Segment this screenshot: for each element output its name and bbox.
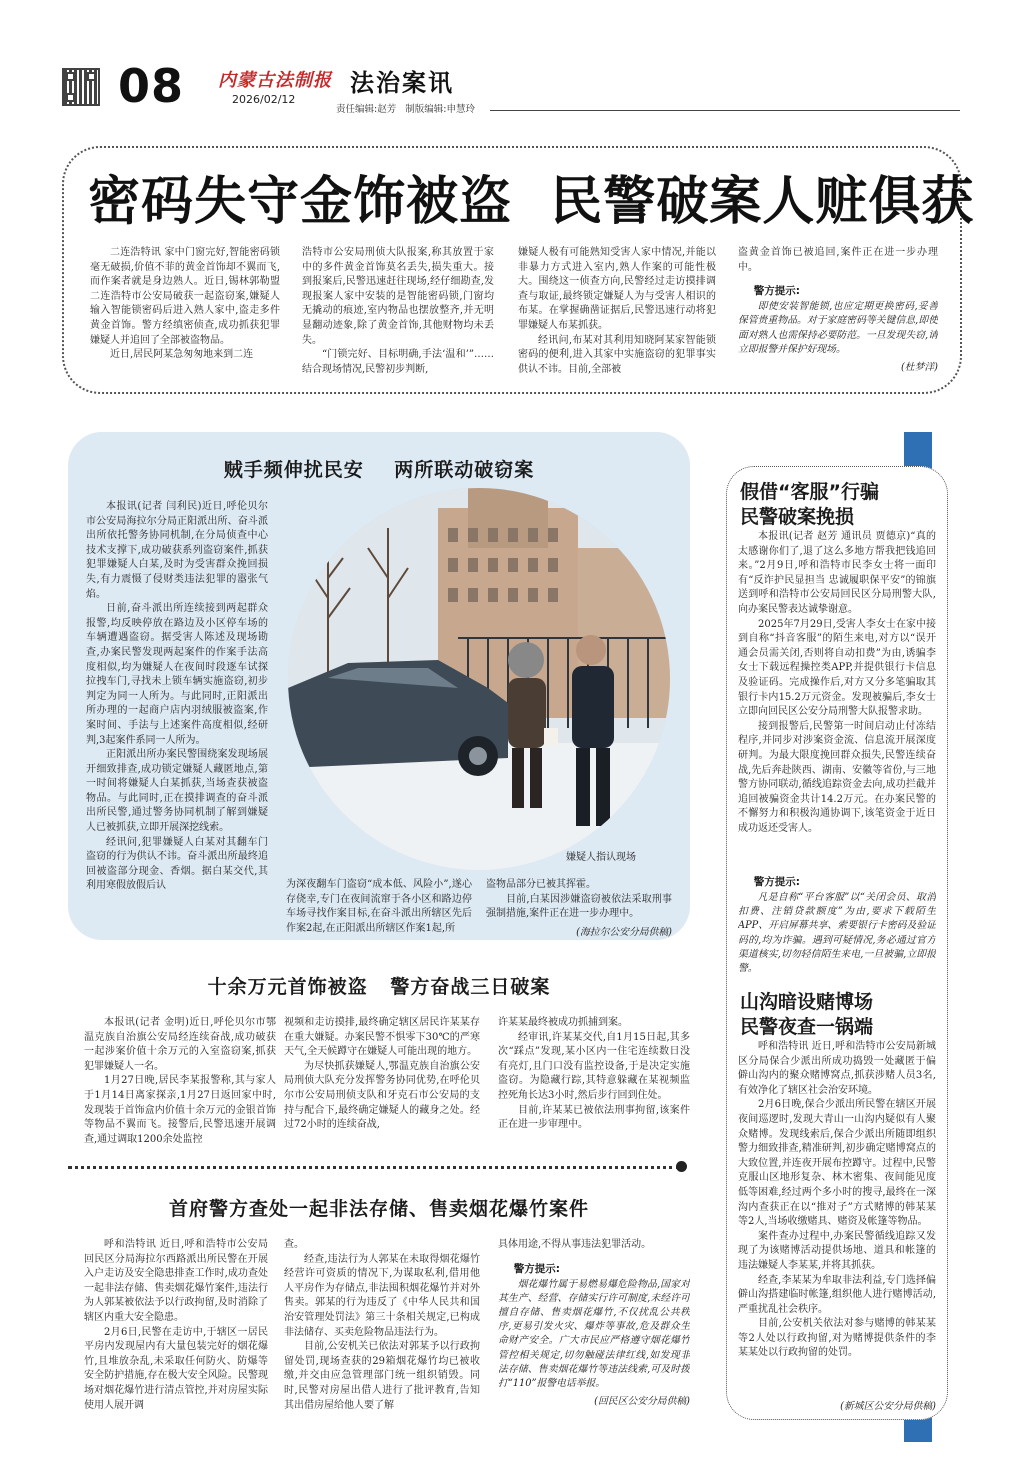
jewelry-col-2 (284, 1016, 480, 1158)
burglary-credit: (海拉尔公安分局供稿) (576, 927, 672, 938)
jewelry-title: 十余万元首饰被盗 警方奋战三日破案 (207, 976, 551, 998)
page-number: 08 (118, 59, 185, 113)
jewelry-para: 视频和走访摸排,最终确定辖区居民许某某存在重大嫌疑。办案民警不惧零下30℃的严寒天气,全天候蹲守在嫌疑人可能出现的地方。 (284, 1017, 480, 1058)
burglary-title: 贼手频伸扰民安 两所联动破窃案 (223, 459, 535, 481)
burglary-para: 为深夜翻车门盗窃“成本低、风险小”,遂心存侥幸,专门在夜间流窜于各小区和路边停车场寻找作案目标,在奋斗派出所辖区先后作案2起,在正阳派出所辖区作案1起,所 (286, 879, 472, 934)
editor-credits: 责任编辑:赵芳 制版编辑:申慧玲 (336, 104, 475, 115)
fireworks-col-2 (284, 1238, 480, 1464)
headline-para: 嫌疑人极有可能熟知受害人家中情况,并能以非暴力方式进入室内,熟人作案的可能性极大。围绕这一侦查方向,民警经过走访摸排调查与取证,最终锁定嫌疑人为与受害人相识的布某。在掌握确凿证据后,民警迅速行动将犯罪嫌疑人布某抓获。 (518, 247, 716, 331)
issue-date: 2026/02/12 (232, 93, 296, 106)
scene-illustration (288, 488, 670, 870)
headline-para: 浩特市公安局刑侦大队报案,称其放置于家中的多件黄金首饰莫名丢失,损失重大。接到报案后,民警迅速赶往现场,经仔细勘查,发现报案人家中安装的是智能密码锁,门窗均无撬动的痕迹,室内物品也摆放整齐,并无明显翻动迹象,除了黄金首饰,其他财物均未丢失。 (302, 247, 494, 346)
scam-body (738, 530, 936, 874)
gambling-para: 呼和浩特讯 近日,呼和浩特市公安局新城区分局保合少派出所成功捣毁一处藏匿于偏僻山沟内的聚众赌博窝点,抓获涉赌人员3名,有效净化了辖区社会治安环境。 (738, 1041, 936, 1096)
fireworks-title: 首府警方查处一起非法存储、售卖烟花爆竹案件 (168, 1198, 589, 1220)
headline-col-1 (90, 246, 280, 378)
burglary-para: 经讯问,犯罪嫌疑人白某对其翻车门盗窃的行为供认不讳。奋斗派出所最终追回被盗部分现金、香烟。据白某交代,其利用寒假放假后认 (86, 836, 268, 892)
headline-para: 近日,居民阿某急匆匆地来到二连 (110, 349, 254, 361)
headline-col-2 (302, 246, 494, 378)
burglary-para: 日前,奋斗派出所连续接到两起群众报警,均反映停放在路边及小区停车场的车辆遭遇盗窃。据受害人陈述及现场勘查,办案民警发现两起案件的作案手法高度相似,均为嫌疑人在夜间时段逐车试探拉拽车门,寻找未上锁车辆实施盗窃,初步判定为同一人所为。与此同时,正阳派出所办理的一起商户店内羽绒服被盗案,作案时间、手法与上述案件高度相似,经研判,3起案件系同一人所为。 (86, 603, 268, 746)
jewelry-col-1 (84, 1016, 276, 1158)
scam-para: 2025年7月29日,受害人李女士在家中接到自称“抖音客服”的陌生来电,对方以“误开通会员需关闭,否则将自动扣费”为由,诱骗李女士下载远程操控类APP,并提供银行卡信息及验证码。完成操作后,对方又分多笔骗取其银行卡内15.2万元资金。发现被骗后,李女士立即向回民区公安分局刑警大队报警求助。 (738, 618, 936, 718)
section-divider (68, 1166, 680, 1169)
gambling-para: 经查,李某某为牟取非法利益,专门选择偏僻山沟搭建临时帐篷,组织他人进行赌博活动,严重扰乱社会秩序。 (738, 1274, 936, 1315)
fireworks-col-3 (498, 1238, 690, 1464)
burglary-para: 盗物品部分已被其挥霍。 (486, 879, 596, 890)
fireworks-para: 呼和浩特讯 近日,呼和浩特市公安局回民区分局海拉尔西路派出所民警在开展入户走访及安全隐患排查工作时,成功查处一起非法存储、售卖烟花爆竹案件,违法行为人郭某被依法予以行政拘留,及时消除了辖区内重大安全隐患。 (84, 1239, 268, 1323)
police-tip-text: 即使安装智能锁,也应定期更换密码,妥善保管贵重物品。对于家庭密码等关键信息,即使面对熟人也需保持必要防范。一旦发现失窃,请立即报警并保护好现场。 (738, 301, 938, 355)
police-tip-title: 警方提示: (513, 1262, 560, 1275)
burglary-para: 本报讯(记者 闫利民)近日,呼伦贝尔市公安局海拉尔分局正阳派出所、奋斗派出所依托警务协同机制,在分局侦查中心技术支撑下,成功破获系列盗窃案件,抓获犯罪嫌疑人白某,及时为受害群众挽回损失,有力震慑了侵财类违法犯罪的嚣张气焰。 (86, 501, 268, 600)
headline-col-3 (518, 246, 716, 378)
scam-para: 本报讯(记者 赵芳 通讯员 贾德京)“真的太感谢你们了,退了这么多地方帮我把钱追回来。”2月9日,呼和浩特市民李女士将一面印有“反诈护民显担当 忠诚履职保平安”的锦旗送到呼和浩特市公安局回民区分局刑警大队,向办案民警表达诚挚谢意。 (738, 531, 936, 615)
fireworks-credit: (回民区公安分局供稿) (594, 1396, 690, 1408)
headline-para: “门锁完好、目标明确,手法‘温和’”……结合现场情况,民警初步判断, (302, 349, 494, 375)
jewelry-para: 许某某最终被成功抓捕到案。 (498, 1017, 628, 1028)
jewelry-para: 为尽快抓获嫌疑人,鄂温克族自治旗公安局刑侦大队充分发挥警务协同优势,在呼伦贝尔市公安局刑侦支队和牙克石市公安局的支持与配合下,最终确定嫌疑人的藏身之处。经过72小时的连续奋战, (284, 1060, 480, 1131)
headline-para: 经讯问,布某对其利用知晓阿某家智能锁密码的便利,进入其家中实施盗窃的犯罪事实供认不讳。目前,全部被 (518, 334, 716, 375)
paper-logo: 内蒙古法制报 (218, 70, 332, 91)
jewelry-para: 经审讯,许某某交代,自1月15日起,其多次“踩点”发现,某小区内一住宅连续数日没有亮灯,且门口没有监控设备,于是决定实施盗窃。为隐藏行踪,其特意躲藏在某视频监控死角长达3小时,然后步行回到住处。 (498, 1031, 690, 1101)
burglary-para: 正阳派出所办案民警围绕案发现场展开细致排查,成功锁定嫌疑人藏匿地点,第一时间将嫌疑人白某抓获,当场查获被盗物品。与此同时,正在摸排调查的奋斗派出所民警,通过警务协同机制了解到嫌疑人已被抓获,立即开展深挖线索。 (86, 749, 268, 834)
scam-title: 假借“客服”行骗 民警破案挽损 (740, 481, 879, 528)
police-tip-text: 烟花爆竹属于易燃易爆危险物品,国家对其生产、经营、存储实行许可制度,未经许可擅自存储、售卖烟花爆竹,不仅扰乱公共秩序,更易引发火灾、爆炸等事故,危及群众生命财产安全。广大市民应严格遵守烟花爆竹管控相关规定,切勿触碰法律红线,如发现非法存储、售卖烟花爆竹等违法线索,可及时拨打“110”报警电话举报。 (498, 1278, 690, 1390)
fireworks-col-1 (84, 1238, 268, 1464)
burglary-col-1 (86, 500, 268, 932)
jewelry-para: 本报讯(记者 金明)近日,呼伦贝尔市鄂温克族自治旗公安局经连续奋战,成功破获一起涉案价值十余万元的入室盗窃案,抓获犯罪嫌疑人一名。 (84, 1017, 276, 1072)
fireworks-para: 查。 (284, 1239, 304, 1250)
main-headline: 密码失守金饰被盗 民警破案人赃俱获 (88, 171, 975, 232)
police-tip-title: 警方提示: (753, 285, 800, 298)
headline-col-4 (738, 246, 938, 381)
fireworks-para: 具体用途,不得从事违法犯罪活动。 (498, 1239, 652, 1250)
section-title: 法治案讯 (350, 68, 454, 97)
gambling-para: 案件查办过程中,办案民警循线追踪又发现了为该赌博活动提供场地、道具和帐篷的违法嫌疑人李某某,并将其抓获。 (738, 1230, 936, 1271)
headline-para: 盗黄金首饰已被追回,案件正在进一步办理中。 (738, 247, 938, 273)
header-rule (490, 110, 960, 111)
gambling-title: 山沟暗设赌博场 民警夜查一锅端 (740, 991, 874, 1038)
jewelry-para: 1月27日晚,居民李某报警称,其与家人于1月14日离家探亲,1月27日返回家中时,发现装于首饰盒内价值十余万元的金银首饰等物品不翼而飞。接警后,民警迅速开展调查,通过调取1200余处监控 (84, 1075, 276, 1145)
fireworks-para: 2月6日,民警在走访中,于辖区一居民平房内发现屋内有大量包装完好的烟花爆竹,且堆放杂乱,未采取任何防火、防爆等安全防护措施,存在极大安全风险。民警现场对烟花爆竹进行清点管控,并对房屋实际使用人展开调 (84, 1326, 268, 1411)
jewelry-para: 目前,许某某已被依法刑事拘留,该案件正在进一步审理中。 (498, 1104, 690, 1131)
gambling-para: 2月6日晚,保合少派出所民警在辖区开展夜间巡逻时,发现大青山一山沟内疑似有人聚众赌博。发现线索后,保合少派出所随即组织警力细致排查,精准研判,初步确定赌博窝点的大致位置,并连夜开展布控蹲守。过程中,民警克服山区地形复杂、林木密集、夜间能见度低等困难,经过两个多小时的搜寻,最终在一深沟内查获正在以“推对子”方式赌博的韩某某等2人,当场收缴赌具、赌资及帐篷等物品。 (738, 1099, 936, 1228)
police-tip-title: 警方提示: (753, 876, 800, 888)
scam-para: 接到报警后,民警第一时间启动止付冻结程序,并同步对涉案资金流、信息流开展深度研判。为最大限度挽回群众损失,民警连续奋战,先后奔赴陕西、湖南、安徽等省份,与三地警方协同联动,循线追踪资金去向,成功拦截并追回被骗资金共计14.2万元。在办案民警的不懈努力和积极沟通协调下,该笔资金于近日成功返还受害人。 (738, 720, 936, 834)
suspect-photo (288, 488, 670, 870)
gambling-body (738, 1040, 936, 1396)
gambling-credit: (新城区公安分局供稿) (840, 1401, 936, 1412)
divider-dot (676, 1161, 687, 1172)
scam-tip (738, 872, 936, 980)
burglary-col-2 (286, 878, 472, 934)
author-credit: (杜梦洋) (900, 362, 938, 373)
headline-para: 二连浩特讯 家中门窗完好,智能密码锁毫无破损,价值不菲的黄金首饰却不翼而飞,而作案者就是身边熟人。近日,锡林郭勒盟二连浩特市公安局破获一起盗窃案,嫌疑人输入智能锁密码后进入熟人家中,盗走多件黄金首饰。警方经缜密侦查,成功抓获犯罪嫌疑人并追回了全部被盗物品。 (90, 247, 280, 346)
photo-caption: 嫌疑人指认现场 (566, 852, 636, 863)
police-tip-text: 凡是自称“平台客服”以“关闭会员、取消扣费、注销贷款额度”为由,要求下载陌生APP、开启屏幕共享、索要银行卡密码及验证码的,均为诈骗。遇到可疑情况,务必通过官方渠道核实,切勿轻信陌生来电,一旦被骗,立即报警。 (738, 892, 936, 975)
qr-code (64, 70, 98, 104)
gambling-para: 目前,公安机关依法对参与赌博的韩某某等2人处以行政拘留,对为赌博提供条件的李某某处以行政拘留的处罚。 (738, 1318, 936, 1359)
jewelry-col-3 (498, 1016, 690, 1158)
fireworks-para: 目前,公安机关已依法对郭某予以行政拘留处罚,现场查获的29箱烟花爆竹均已被收缴,并交由应急管理部门统一组织销毁。同时,民警对房屋出借人进行了批评教育,告知其出借房屋给他人要了解 (284, 1341, 480, 1411)
fireworks-para: 经查,违法行为人郭某在未取得烟花爆竹经营许可资质的情况下,为谋取私利,借用他人平房作为存储点,非法囤积烟花爆竹并对外售卖。郭某的行为违反了《中华人民共和国治安管理处罚法》第三十条相关规定,已构成非法储存、买卖危险物品违法行为。 (284, 1253, 480, 1338)
burglary-para: 目前,白某因涉嫌盗窃被依法采取刑事强制措施,案件正在进一步办理中。 (486, 893, 672, 920)
